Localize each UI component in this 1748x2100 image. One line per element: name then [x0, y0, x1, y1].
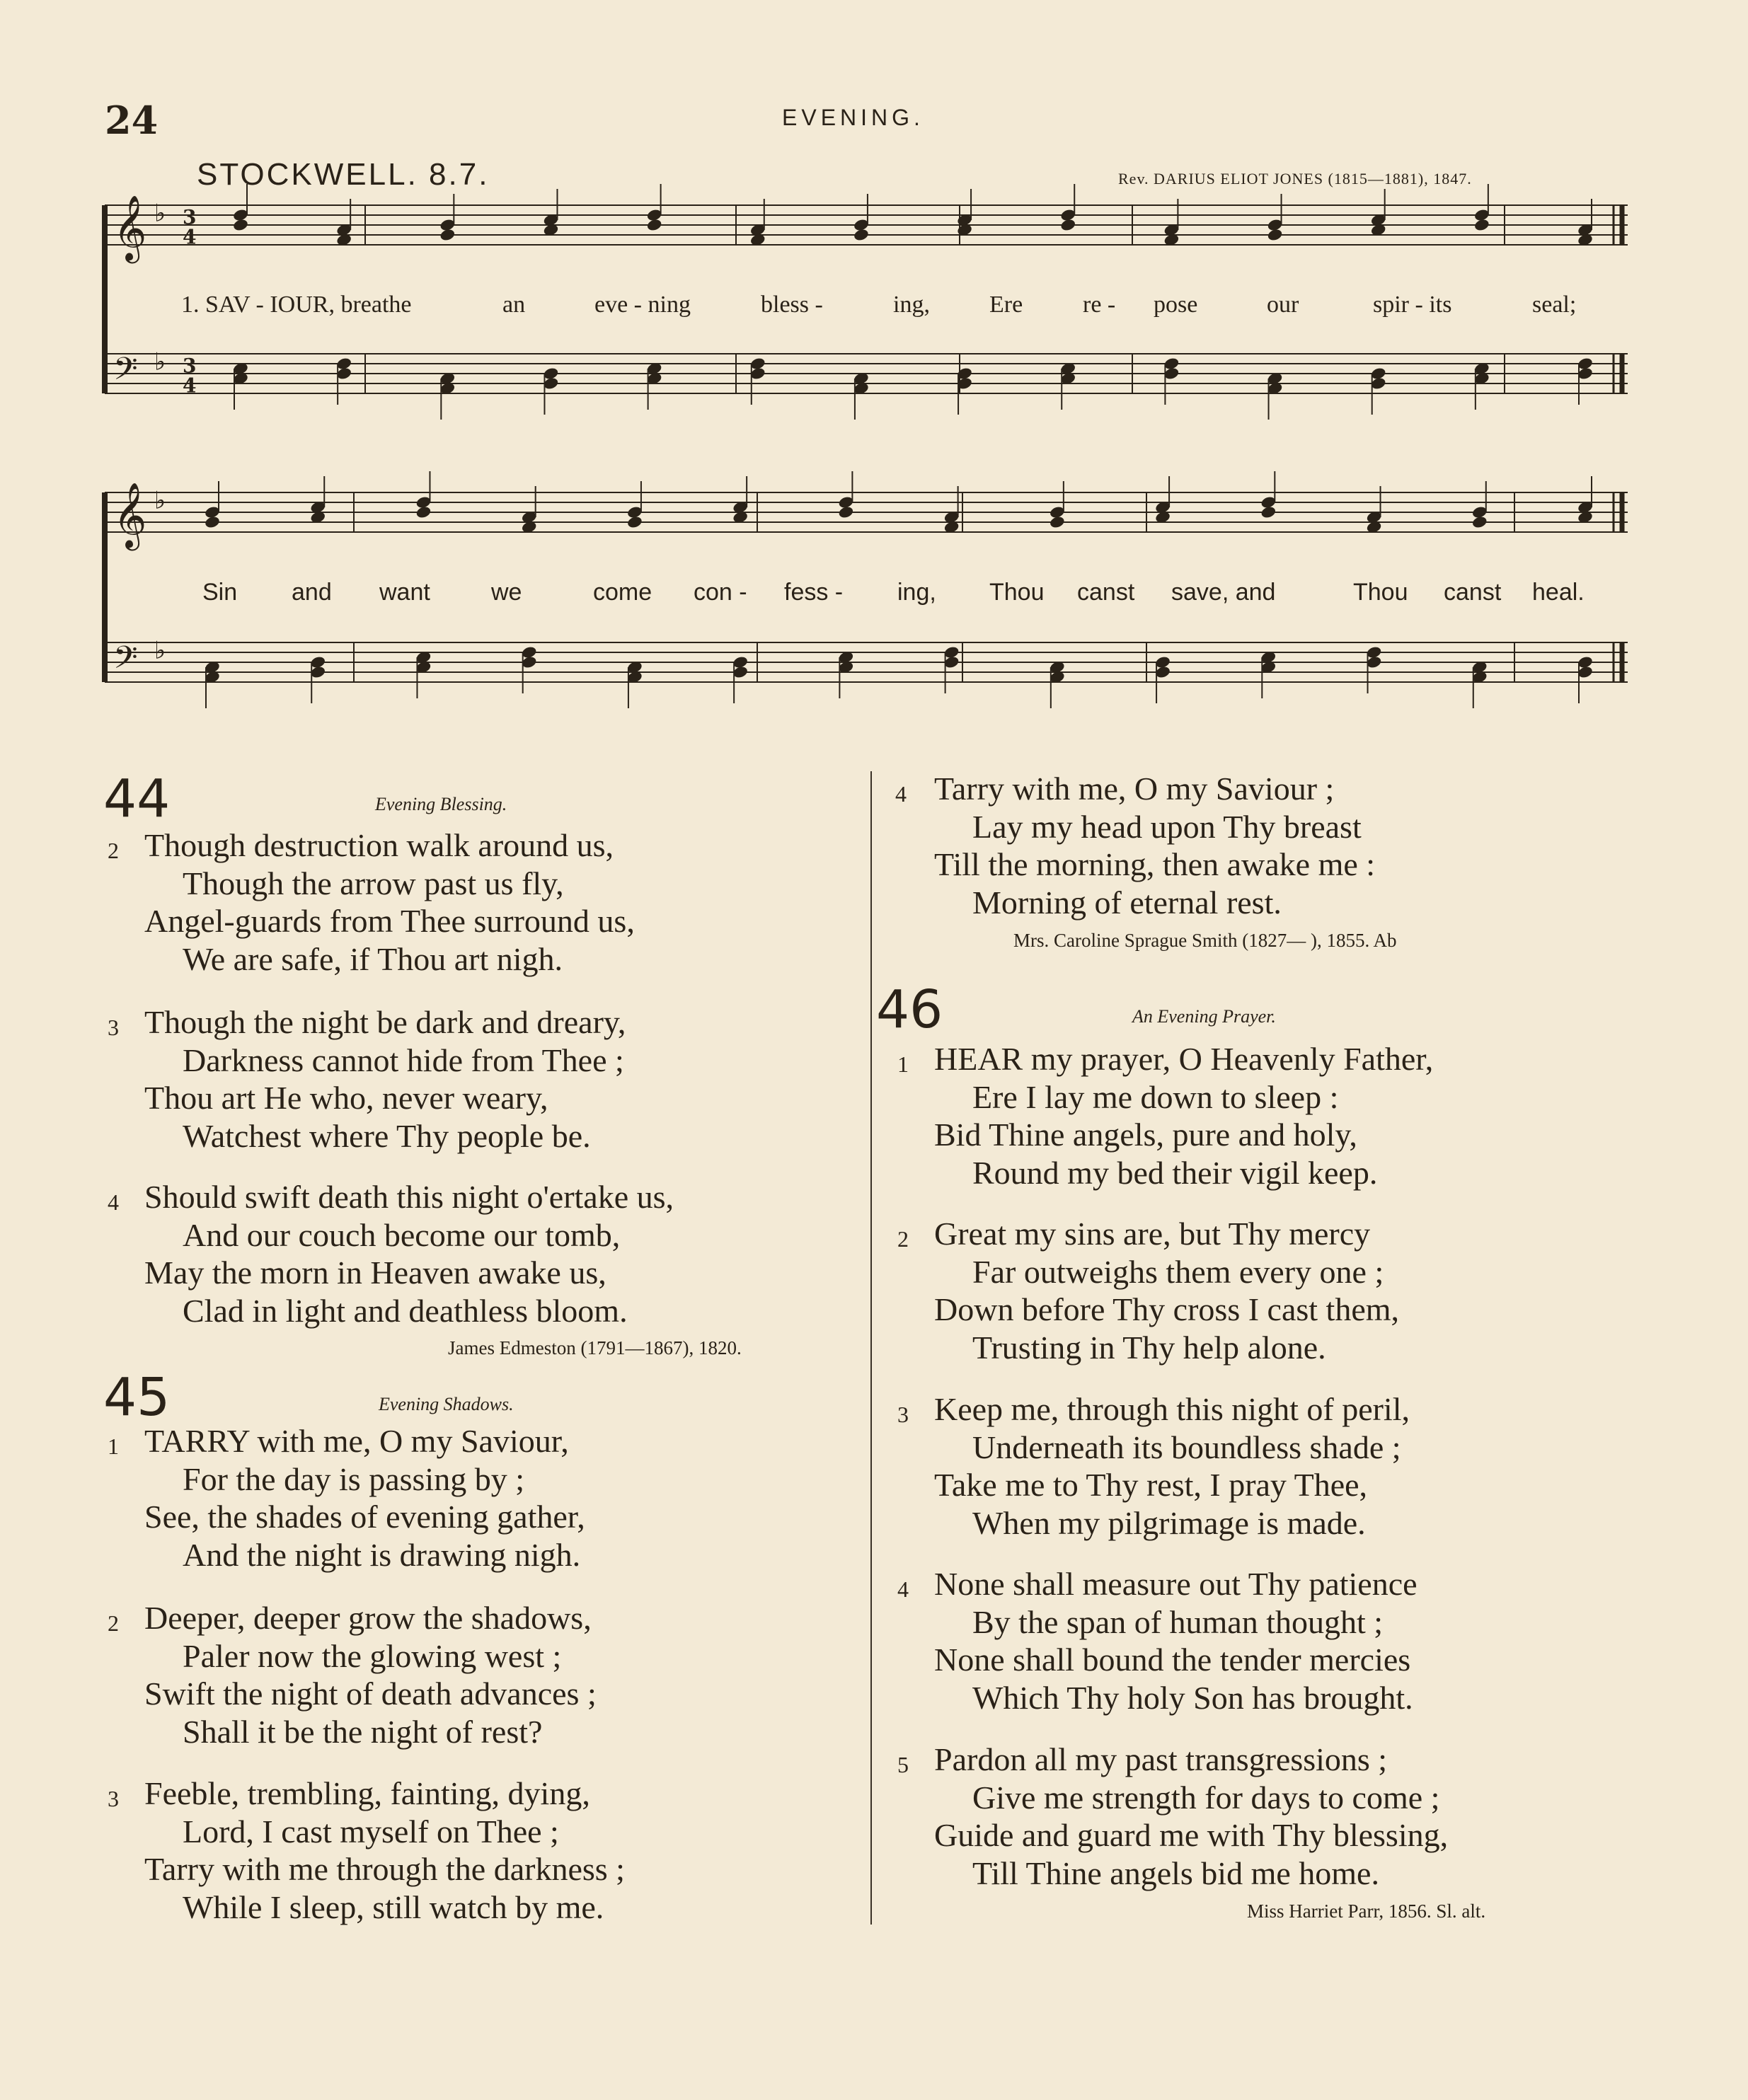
running-title: EVENING. — [782, 105, 924, 130]
stanza — [108, 1178, 674, 1329]
lyric-syllable: heal. — [1532, 579, 1585, 606]
lyric-syllable: bless - — [761, 292, 823, 318]
stanza — [108, 826, 635, 978]
bass-clef: 𝄢 — [113, 638, 138, 683]
lyric-syllable: want — [379, 579, 430, 606]
stanza-line: Feeble, trembling, fainting, dying, — [144, 1775, 590, 1811]
note-head — [626, 515, 643, 529]
stanza-line: Angel-guards from Thee surround us, — [144, 903, 635, 939]
lyric-syllable: fess - — [784, 579, 844, 606]
stanza-line: Ere I lay me down to sleep : — [972, 1078, 1339, 1115]
lyric-syllable: seal; — [1532, 292, 1577, 318]
stanza-line: Morning of eternal rest. — [972, 884, 1282, 921]
note-head — [646, 218, 663, 232]
stanza-line: Round my bed their vigil keep. — [972, 1154, 1378, 1191]
stanza-line: Though the night be dark and dreary, — [144, 1004, 626, 1040]
lyric-syllable: come — [593, 579, 652, 606]
key-signature-flat: ♭ — [154, 636, 166, 665]
time-signature-bottom: 4 — [183, 374, 197, 398]
hymn-title-45: Evening Shadows. — [379, 1394, 514, 1414]
stanza-line: Pardon all my past transgressions ; — [934, 1741, 1388, 1777]
lyric-syllable: eve - ning — [594, 292, 691, 318]
hymn-number-46: 46 — [876, 979, 943, 1040]
lyric-syllable: con - — [694, 579, 747, 606]
lyric-syllable: and — [292, 579, 332, 606]
lyric-syllable: spir - its — [1373, 292, 1452, 318]
stanza-line: While I sleep, still watch by me. — [183, 1888, 604, 1925]
lyric-syllable: ing, — [897, 579, 936, 606]
stanza — [108, 1599, 597, 1750]
time-signature-bottom: 4 — [183, 225, 197, 249]
hymn-46-attribution: Miss Harriet Parr, 1856. Sl. alt. — [1247, 1900, 1486, 1922]
stanza-line: Darkness cannot hide from Thee ; — [183, 1042, 624, 1078]
note-head — [1473, 218, 1490, 232]
note-head — [415, 505, 432, 519]
treble-clef: 𝄞 — [113, 481, 147, 548]
stanza-line: Guide and guard me with Thy blessing, — [934, 1817, 1449, 1853]
note-head — [853, 228, 870, 242]
stanza-line: Give me strength for days to come ; — [972, 1779, 1440, 1816]
key-signature-flat: ♭ — [154, 347, 166, 376]
stanza-line: By the span of human thought ; — [972, 1603, 1384, 1640]
stanza-number: 1 — [897, 1051, 909, 1077]
lyric-syllable: Thou — [989, 579, 1045, 606]
stanza-number: 3 — [897, 1402, 909, 1427]
stanza-line: And the night is drawing nigh. — [183, 1536, 581, 1573]
hymn-title-46: An Evening Prayer. — [1132, 1006, 1276, 1027]
stanza — [108, 1422, 585, 1574]
note-head — [838, 505, 855, 519]
tune-composer: Rev. DARIUS ELIOT JONES (1815—1881), 1847. — [1118, 170, 1472, 188]
lyric-syllable: pose — [1154, 292, 1198, 318]
note-head — [1049, 515, 1066, 529]
key-signature-flat: ♭ — [154, 486, 166, 515]
stanza-line: None shall measure out Thy patience — [934, 1566, 1418, 1602]
note-head — [1471, 515, 1488, 529]
stanza-line: Great my sins are, but Thy mercy — [934, 1216, 1371, 1252]
hymn-number-44: 44 — [103, 768, 171, 829]
stanza — [895, 770, 1376, 921]
note-head — [439, 228, 456, 242]
stanza-line: Deeper, deeper grow the shadows, — [144, 1600, 592, 1636]
stanza-number: 3 — [108, 1015, 119, 1040]
stanza-number: 4 — [895, 781, 907, 807]
note-head — [1260, 505, 1277, 519]
stanza-line: Shall it be the night of rest? — [183, 1713, 543, 1750]
stanza-line: Tarry with me, O my Saviour ; — [934, 771, 1335, 807]
stanza-number: 3 — [108, 1786, 119, 1811]
lyric-syllable: our — [1267, 292, 1299, 318]
lyric-syllable: canst — [1077, 579, 1135, 606]
stanza-line: Take me to Thy rest, I pray Thee, — [934, 1467, 1368, 1503]
stanza-line: Tarry with me through the darkness ; — [144, 1851, 625, 1887]
stanza-line: When my pilgrimage is made. — [972, 1504, 1366, 1541]
lyric-syllable: ing, — [893, 292, 930, 318]
stanza-line: Paler now the glowing west ; — [183, 1637, 562, 1674]
lyric-syllable: save, and — [1171, 579, 1276, 606]
stanza-line: Till Thine angels bid me home. — [972, 1854, 1379, 1891]
stanza-line: Underneath its boundless shade ; — [972, 1429, 1401, 1465]
stanza — [897, 1040, 1434, 1192]
lyric-syllable: Thou — [1353, 579, 1408, 606]
note-head — [232, 218, 249, 232]
lyric-syllable: re - — [1083, 292, 1116, 318]
stanza-number: 5 — [897, 1752, 909, 1777]
page-number: 24 — [105, 98, 159, 143]
key-signature-flat: ♭ — [154, 199, 166, 228]
stanza-line: Though destruction walk around us, — [144, 827, 614, 863]
note-head — [1267, 228, 1284, 242]
column-divider — [870, 771, 872, 1925]
lyric-syllable: we — [491, 579, 522, 606]
treble-clef: 𝄞 — [113, 194, 147, 260]
tune-name: STOCKWELL. 8.7. — [197, 157, 490, 192]
stanza-line: Should swift death this night o'ertake us, — [144, 1179, 674, 1215]
stanza — [897, 1215, 1400, 1366]
bass-clef: 𝄢 — [113, 350, 138, 395]
stanza-line: Lay my head upon Thy breast — [972, 808, 1362, 845]
time-signature-top: 3 — [183, 205, 197, 229]
stanza-line: Down before Thy cross I cast them, — [934, 1291, 1400, 1327]
stanza-line: Keep me, through this night of peril, — [934, 1391, 1410, 1427]
stanza-line: Though the arrow past us fly, — [183, 865, 564, 901]
stanza — [108, 1775, 625, 1926]
stanza — [897, 1741, 1449, 1892]
stanza-line: Bid Thine angels, pure and holy, — [934, 1117, 1357, 1153]
stanza-line: And our couch become our tomb, — [183, 1216, 621, 1253]
hymn-title-44: Evening Blessing. — [375, 794, 507, 814]
lyric-syllable: Sin — [202, 579, 238, 606]
note-head — [204, 515, 221, 529]
stanza-number: 2 — [897, 1226, 909, 1252]
stanza-line: We are safe, if Thou art nigh. — [183, 940, 563, 977]
stanza — [897, 1390, 1410, 1542]
stanza-line: None shall bound the tender mercies — [934, 1642, 1411, 1678]
stanza-line: Trusting in Thy help alone. — [972, 1329, 1326, 1366]
stanza-number: 2 — [108, 1610, 119, 1636]
time-signature-top: 3 — [183, 354, 197, 378]
lyric-syllable: an — [502, 292, 526, 318]
stanza-number: 1 — [108, 1433, 119, 1459]
stanza-line: Lord, I cast myself on Thee ; — [183, 1813, 559, 1850]
lyric-syllable: Ere — [989, 292, 1023, 318]
stanza-line: For the day is passing by ; — [183, 1460, 524, 1497]
stanza-line: TARRY with me, O my Saviour, — [144, 1423, 569, 1459]
stanza-line: Till the morning, then awake me : — [934, 846, 1376, 882]
stanza-line: Watchest where Thy people be. — [183, 1117, 591, 1154]
stanza — [897, 1565, 1418, 1717]
stanza-line: Clad in light and deathless bloom. — [183, 1292, 628, 1329]
stanza-line: May the morn in Heaven awake us, — [144, 1254, 606, 1291]
hymn-number-45: 45 — [103, 1367, 171, 1428]
lyric-syllable: 1. SAV - IOUR, breathe — [181, 292, 412, 318]
music-score — [0, 0, 1748, 750]
stanza — [108, 1003, 626, 1155]
stanza-line: HEAR my prayer, O Heavenly Father, — [934, 1041, 1434, 1077]
hymn-44-attribution: James Edmeston (1791—1867), 1820. — [448, 1337, 742, 1358]
stanza-number: 4 — [897, 1576, 909, 1602]
stanza-number: 2 — [108, 838, 119, 863]
stanza-number: 4 — [108, 1189, 119, 1215]
stanza-line: Swift the night of death advances ; — [144, 1675, 597, 1712]
stanza-line: Which Thy holy Son has brought. — [972, 1679, 1413, 1716]
lyric-syllable: canst — [1444, 579, 1502, 606]
stanza-line: Thou art He who, never weary, — [144, 1080, 548, 1116]
note-head — [1059, 218, 1076, 232]
stanza-line: Far outweighs them every one ; — [972, 1253, 1384, 1290]
hymn-45-attribution: Mrs. Caroline Sprague Smith (1827— ), 1855. Ab — [1013, 930, 1397, 951]
stanza-line: See, the shades of evening gather, — [144, 1499, 585, 1535]
